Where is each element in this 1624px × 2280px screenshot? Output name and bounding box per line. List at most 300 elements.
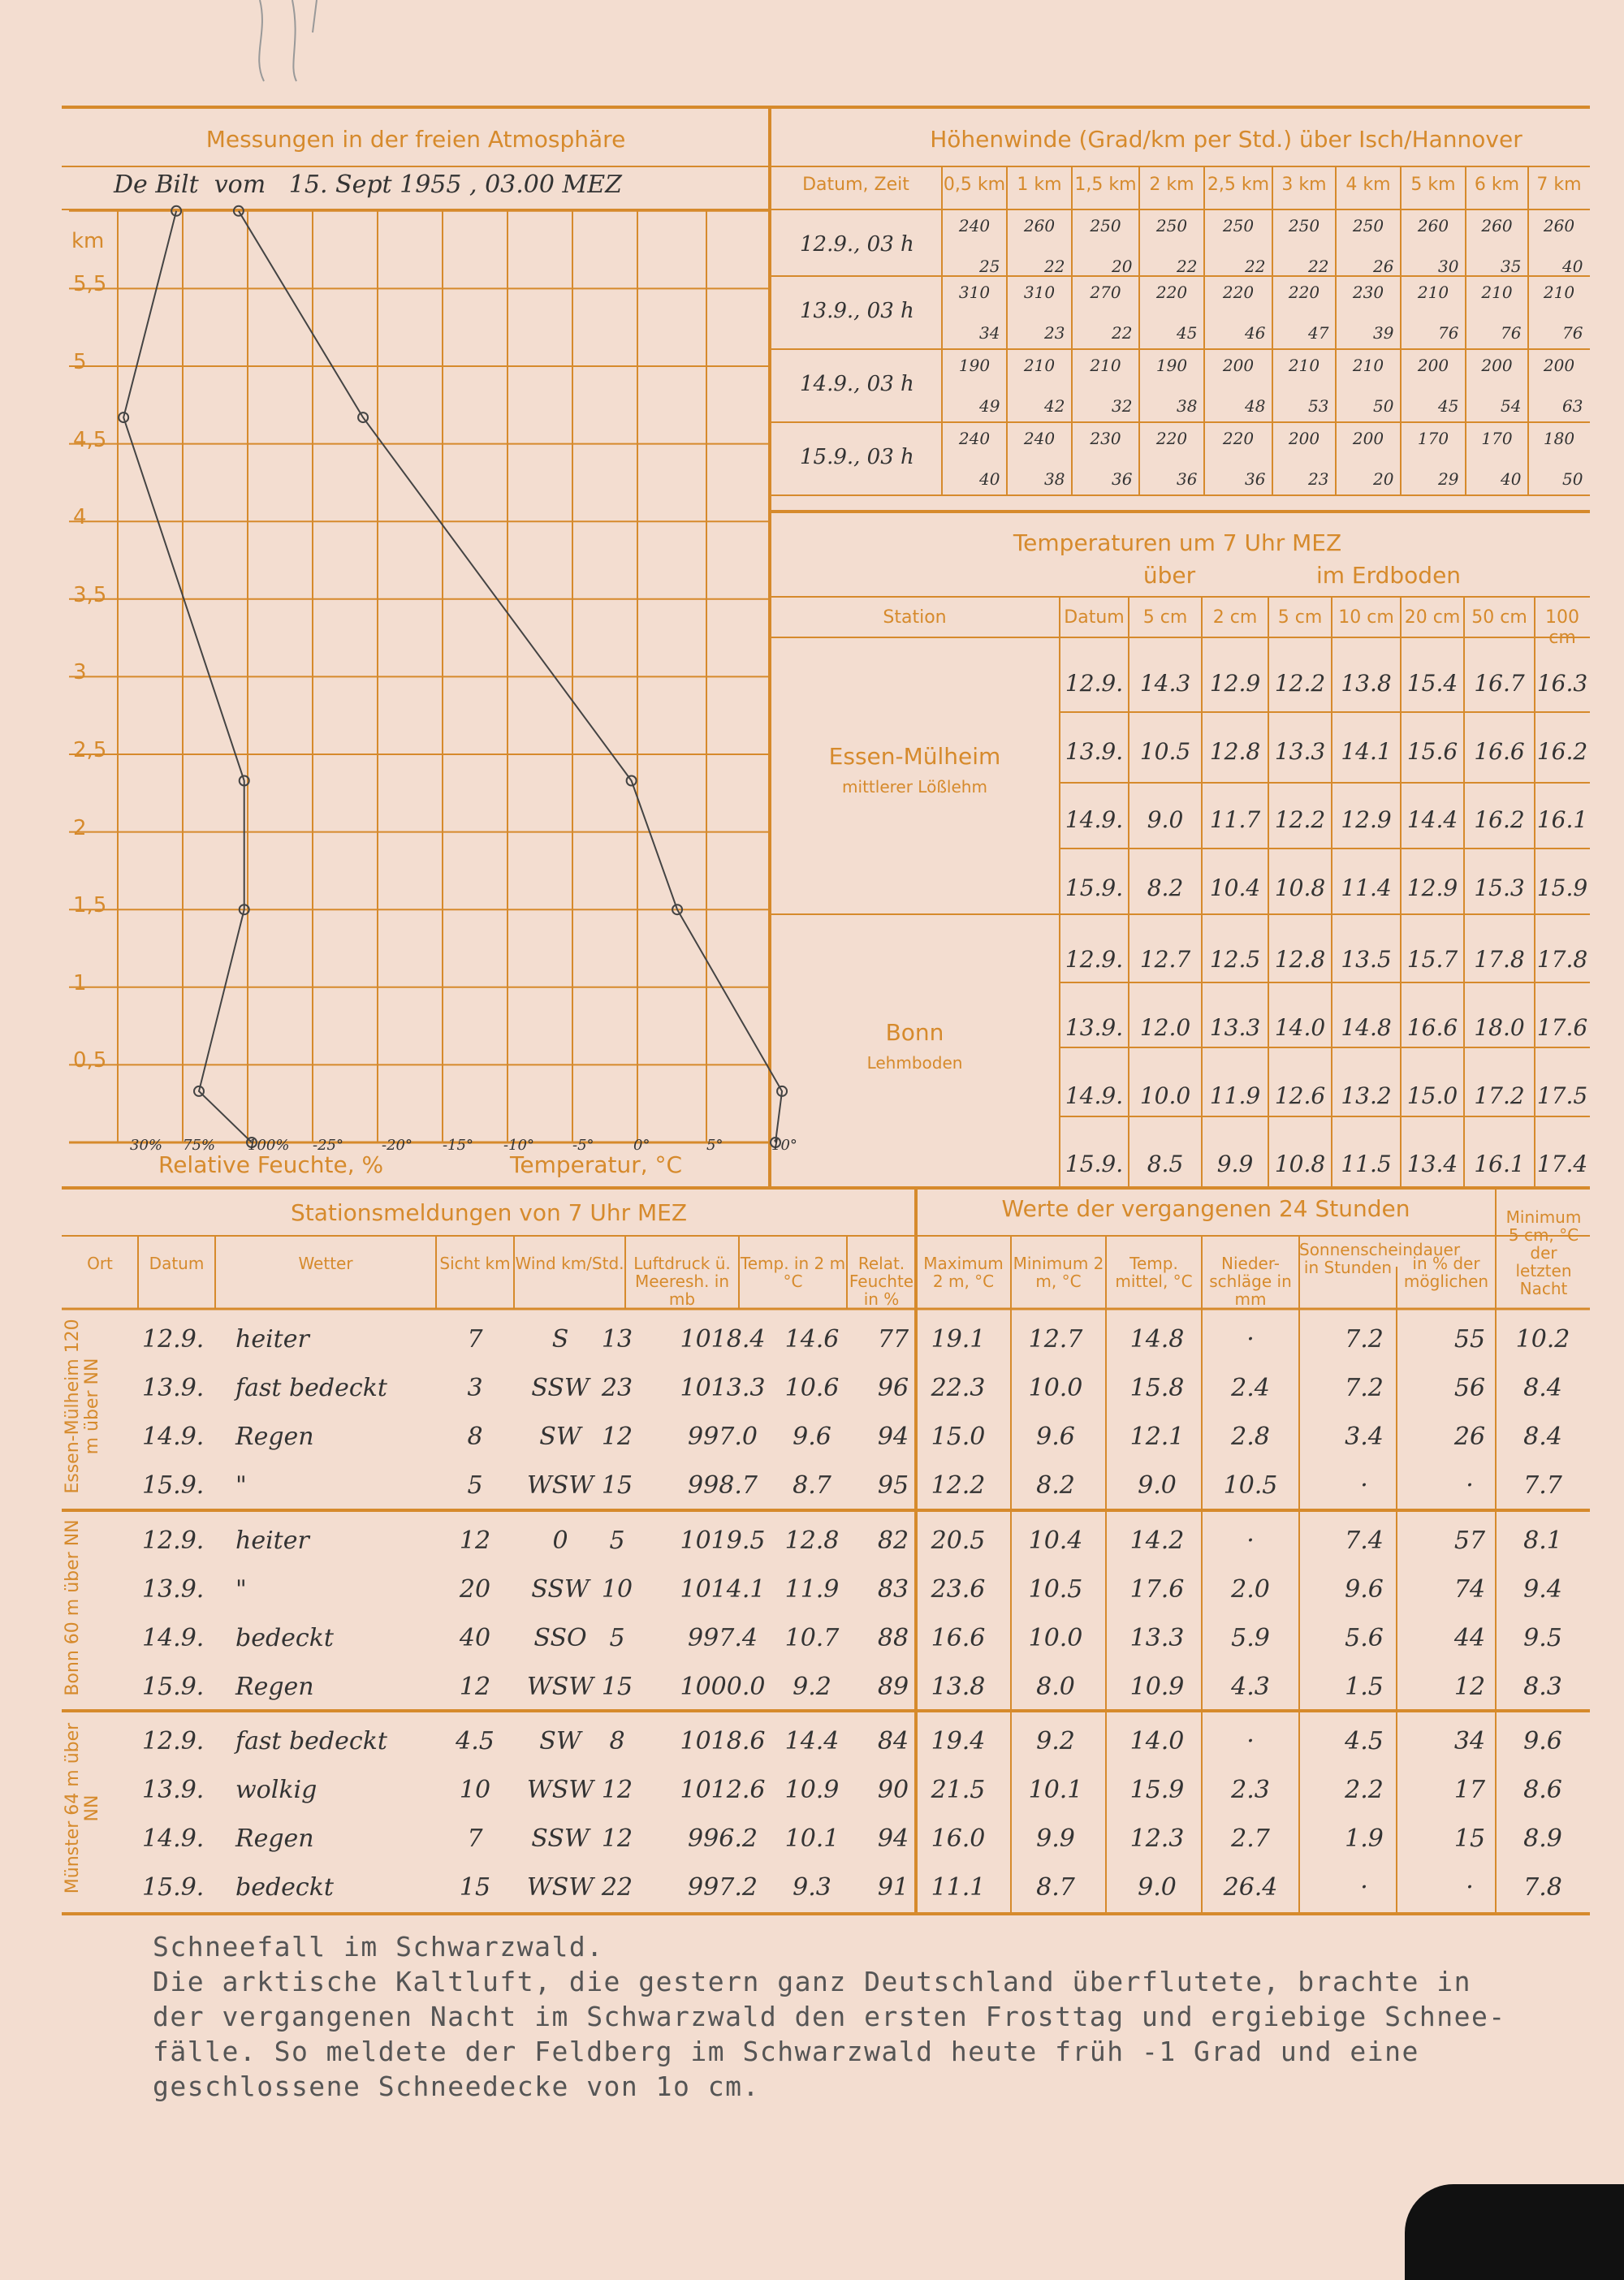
station-data-cell: 12.2 <box>931 1471 986 1500</box>
soil-temp-cell: 16.3 <box>1536 670 1588 697</box>
y-tick-label: 3 <box>73 660 87 685</box>
station-data-cell: 10.6 <box>784 1374 840 1402</box>
station-data-cell: 15.9. <box>142 1673 205 1701</box>
station-data-cell: 95 <box>877 1471 909 1500</box>
station-data-cell: SW <box>539 1423 581 1451</box>
station-data-cell: 12.3 <box>1129 1824 1185 1853</box>
temp-tick-label: -5° <box>572 1137 594 1154</box>
station-data-cell: 10.4 <box>1028 1526 1083 1555</box>
note-line: geschlossene Schneedecke von 1o cm. <box>153 2071 760 2102</box>
wind-speed-cell: 76 <box>1501 323 1522 343</box>
wind-speed-cell: 36 <box>1177 469 1198 489</box>
station-data-cell: 997.0 <box>688 1423 758 1451</box>
station-data-cell: 12 <box>601 1824 633 1853</box>
wind-speed-cell: 38 <box>1177 396 1198 416</box>
station-data-cell: 22 <box>601 1873 633 1902</box>
wind-speed-cell: 22 <box>1245 257 1266 276</box>
wind-direction-cell: 180 <box>1543 429 1575 448</box>
station-data-cell: 11.1 <box>931 1873 986 1902</box>
wind-speed-cell: 50 <box>1373 396 1394 416</box>
station-data-cell: 10.9 <box>784 1776 840 1804</box>
wind-direction-cell: 200 <box>1352 429 1384 448</box>
station-data-cell: SSW <box>531 1374 590 1402</box>
soil-temp-cell: 11.4 <box>1341 874 1392 901</box>
wind-row-date: 14.9., 03 h <box>800 372 914 396</box>
rh-tick-label: 30% <box>130 1137 163 1154</box>
wind-speed-cell: 38 <box>1044 469 1065 489</box>
wind-direction-cell: 260 <box>1417 216 1449 235</box>
wind-direction-cell: 240 <box>958 429 991 448</box>
station-data-cell: 9.6 <box>1523 1727 1562 1755</box>
soil-temp-cell: 8.2 <box>1147 874 1184 901</box>
station-data-cell: · <box>1246 1526 1255 1555</box>
soil-temp-cell: 15.9 <box>1536 874 1588 901</box>
wind-direction-cell: 190 <box>1155 356 1188 375</box>
station-data-cell: SSO <box>533 1624 587 1652</box>
wind-direction-cell: 250 <box>1352 216 1384 235</box>
soil-temp-cell: 16.7 <box>1474 670 1525 697</box>
wind-speed-cell: 76 <box>1562 323 1583 343</box>
station-data-cell: 998.7 <box>688 1471 758 1500</box>
station-data-cell: 12.1 <box>1129 1423 1185 1451</box>
station-data-cell: 23 <box>601 1374 633 1402</box>
y-tick-label: 1,5 <box>73 893 107 918</box>
note-line: Schneefall im Schwarzwald. <box>153 1931 604 1963</box>
station-data-cell: 7.8 <box>1523 1873 1562 1902</box>
soil-temp-cell: 10.5 <box>1139 738 1191 765</box>
station-data-cell: 997.4 <box>688 1624 758 1652</box>
y-tick-label: 1 <box>73 970 87 995</box>
station-data-cell: S <box>551 1325 569 1354</box>
station-data-cell: 8.4 <box>1523 1423 1562 1451</box>
station-data-cell: 996.2 <box>688 1824 758 1853</box>
station-data-cell: 10.9 <box>1129 1673 1185 1701</box>
wind-direction-cell: 210 <box>1090 356 1121 375</box>
soil-temp-cell: 15.3 <box>1474 874 1525 901</box>
station-data-cell: 26.4 <box>1223 1873 1278 1902</box>
station-data-cell: WSW <box>526 1673 594 1701</box>
temp-tick-label: 10° <box>771 1137 797 1154</box>
temp-axis-label: Temperatur, °C <box>510 1151 683 1178</box>
station-data-cell: 14.0 <box>1129 1727 1185 1755</box>
soil-temp-cell: 17.8 <box>1536 946 1588 973</box>
soil-temp-cell: 10.0 <box>1139 1082 1191 1109</box>
wind-speed-cell: 26 <box>1373 257 1394 276</box>
wind-speed-cell: 50 <box>1562 469 1583 489</box>
wind-speed-cell: 42 <box>1044 396 1065 416</box>
station-data-cell: 3.4 <box>1345 1423 1384 1451</box>
y-tick-label: 5 <box>73 350 87 374</box>
wind-speed-cell: 76 <box>1438 323 1459 343</box>
y-tick-label: 5,5 <box>73 272 107 297</box>
wind-header-cell: 4 km <box>1345 175 1391 195</box>
soil-temp-cell: 13.5 <box>1341 946 1392 973</box>
station-data-cell: 77 <box>877 1325 909 1354</box>
station-data-cell: 23.6 <box>931 1575 986 1604</box>
station-data-cell: · <box>1360 1471 1368 1500</box>
station-data-cell: 2.2 <box>1345 1776 1384 1804</box>
station-data-cell: 5.9 <box>1231 1624 1270 1652</box>
soil-temp-cell: 12.2 <box>1274 806 1326 833</box>
soil-temp-cell: 12.7 <box>1139 946 1191 973</box>
station-header-cell: Relat. Feuchte in % <box>849 1254 914 1309</box>
station-data-cell: 10 <box>601 1575 633 1604</box>
soil-temp-cell: 11.7 <box>1209 806 1261 833</box>
soil-header-cell: Datum <box>1064 607 1125 628</box>
wind-speed-cell: 40 <box>979 469 1000 489</box>
soil-temp-cell: 15.6 <box>1406 738 1458 765</box>
station-header-cell: in % der möglichen <box>1403 1254 1489 1291</box>
wind-direction-cell: 230 <box>1352 283 1384 302</box>
station-data-cell: 10.1 <box>1028 1776 1083 1804</box>
soil-temp-cell: 10.8 <box>1274 1151 1326 1177</box>
soil-header-cell: 100 cm <box>1545 607 1579 648</box>
wind-speed-cell: 29 <box>1438 469 1459 489</box>
station-data-cell: SW <box>539 1727 581 1755</box>
soil-temp-cell: 12.8 <box>1209 738 1261 765</box>
wind-direction-cell: 310 <box>1023 283 1056 302</box>
soil-temp-cell: 14.8 <box>1341 1014 1392 1041</box>
soil-temp-cell: 8.5 <box>1147 1151 1184 1177</box>
station-data-cell: 15 <box>459 1873 491 1902</box>
station-data-cell: 8.7 <box>1036 1873 1075 1902</box>
soil-temp-cell: 16.1 <box>1474 1151 1525 1177</box>
y-tick-label: 0,5 <box>73 1048 107 1073</box>
y-tick-label: 2 <box>73 815 87 840</box>
station-data-cell: 1.5 <box>1345 1673 1384 1701</box>
wind-speed-cell: 53 <box>1308 396 1329 416</box>
soil-temp-cell: 13.3 <box>1209 1014 1261 1041</box>
rh-tick-label: 100% <box>248 1137 290 1154</box>
soil-temp-cell: 12.9 <box>1341 806 1392 833</box>
station-data-cell: 12 <box>601 1776 633 1804</box>
station-data-cell: 1014.1 <box>680 1575 766 1604</box>
wind-direction-cell: 200 <box>1543 356 1575 375</box>
wind-row-date: 12.9., 03 h <box>800 232 914 257</box>
station-data-cell: 26 <box>1453 1423 1486 1451</box>
soil-temp-cell: 14.3 <box>1139 670 1191 697</box>
station-data-cell: · <box>1246 1325 1255 1354</box>
station-data-cell: fast bedeckt <box>235 1727 387 1755</box>
rh-tick-label: 75% <box>183 1137 216 1154</box>
atmo-subtitle: De Bilt vom 15. Sept 1955 , 03.00 MEZ <box>114 171 622 199</box>
station-data-cell: 96 <box>877 1374 909 1402</box>
soil-temp-cell: 16.2 <box>1474 806 1525 833</box>
wind-direction-cell: 250 <box>1222 216 1255 235</box>
wind-speed-cell: 36 <box>1245 469 1266 489</box>
wind-speed-cell: 45 <box>1438 396 1459 416</box>
station-data-cell: 12.9. <box>142 1727 205 1755</box>
temp-tick-label: -15° <box>443 1137 473 1154</box>
soil-temp-cell: 12.6 <box>1274 1082 1326 1109</box>
soil-temp-cell: 12.5 <box>1209 946 1261 973</box>
wind-direction-cell: 260 <box>1481 216 1513 235</box>
station-data-cell: 15 <box>601 1673 633 1701</box>
y-tick-label: 3,5 <box>73 582 107 607</box>
soil-temp-cell: 17.6 <box>1536 1014 1588 1041</box>
temp-tick-label: 0° <box>633 1137 650 1154</box>
station-data-cell: 12.7 <box>1028 1325 1083 1354</box>
station-data-cell: 19.4 <box>931 1727 986 1755</box>
station-data-cell: 13 <box>601 1325 633 1354</box>
station-data-cell: 13.8 <box>931 1673 986 1701</box>
station-data-cell: heiter <box>235 1325 309 1354</box>
station-data-cell: 16.0 <box>931 1824 986 1853</box>
min-header: Minimum 5 cm, °C der letzten Nacht <box>1505 1207 1582 1298</box>
soil-header-cell: 10 cm <box>1338 607 1394 628</box>
stations-title: Stationsmeldungen von 7 Uhr MEZ <box>290 1199 688 1226</box>
station-data-cell: 7.4 <box>1345 1526 1384 1555</box>
soil-temp-cell: 13.4 <box>1406 1151 1458 1177</box>
temp-tick-label: -10° <box>503 1137 534 1154</box>
station-data-cell: 1018.6 <box>680 1727 766 1755</box>
wind-speed-cell: 40 <box>1501 469 1522 489</box>
soil-temp-cell: 15.7 <box>1406 946 1458 973</box>
soil-temp-cell: 13.9. <box>1065 738 1124 765</box>
wind-direction-cell: 250 <box>1155 216 1188 235</box>
station-header-cell: Wind km/Std. <box>515 1254 624 1273</box>
station-data-cell: 10.2 <box>1515 1325 1570 1354</box>
station-name-vertical: Bonn 60 m über NN <box>63 1519 83 1696</box>
wind-speed-cell: 22 <box>1177 257 1198 276</box>
station-data-cell: SSW <box>531 1575 590 1604</box>
station-data-cell: WSW <box>526 1776 594 1804</box>
wind-speed-cell: 54 <box>1501 396 1522 416</box>
station-data-cell: 10.1 <box>784 1824 840 1853</box>
station-data-cell: 13.3 <box>1129 1624 1185 1652</box>
station-data-cell: 10.0 <box>1028 1374 1083 1402</box>
soil-temp-cell: 16.2 <box>1536 738 1588 765</box>
station-data-cell: 12.9. <box>142 1526 205 1555</box>
station-data-cell: WSW <box>526 1471 594 1500</box>
note-line: der vergangenen Nacht im Schwarzwald den ersten Frosttag und ergiebige Schnee- <box>153 2001 1506 2032</box>
wind-direction-cell: 210 <box>1352 356 1384 375</box>
station-data-cell: 19.1 <box>931 1325 986 1354</box>
wind-direction-cell: 310 <box>958 283 991 302</box>
station-data-cell: 22.3 <box>931 1374 986 1402</box>
wind-speed-cell: 46 <box>1245 323 1266 343</box>
station-data-cell: wolkig <box>235 1776 317 1804</box>
soil-temp-cell: 13.3 <box>1274 738 1326 765</box>
station-data-cell: 15.0 <box>931 1423 986 1451</box>
wind-speed-cell: 22 <box>1308 257 1329 276</box>
station-data-cell: 997.2 <box>688 1873 758 1902</box>
wind-speed-cell: 30 <box>1438 257 1459 276</box>
wind-row-date: 15.9., 03 h <box>800 445 914 469</box>
station-data-cell: 9.6 <box>1345 1575 1384 1604</box>
soil-temp-cell: 12.0 <box>1139 1014 1191 1041</box>
station-data-cell: 55 <box>1453 1325 1486 1354</box>
station-data-cell: 74 <box>1453 1575 1486 1604</box>
station-data-cell: 9.5 <box>1523 1624 1562 1652</box>
station-data-cell: 4.5 <box>1345 1727 1384 1755</box>
y-tick-label: 4,5 <box>73 427 107 452</box>
soil-temp-cell: 14.1 <box>1341 738 1392 765</box>
station-data-cell: SSW <box>531 1824 590 1853</box>
station-data-cell: 2.0 <box>1231 1575 1270 1604</box>
wind-direction-cell: 240 <box>958 216 991 235</box>
soil-temp-cell: 16.6 <box>1474 738 1525 765</box>
soil-temp-cell: 15.4 <box>1406 670 1458 697</box>
wind-header-cell: 2,5 km <box>1207 175 1270 195</box>
station-data-cell: 2.8 <box>1231 1423 1270 1451</box>
wind-direction-cell: 170 <box>1417 429 1449 448</box>
soil-header-cell: 2 cm <box>1212 607 1258 628</box>
station-data-cell: 12.9. <box>142 1325 205 1354</box>
wind-direction-cell: 270 <box>1090 283 1121 302</box>
station-data-cell: " <box>235 1575 247 1604</box>
station-data-cell: 12.8 <box>784 1526 840 1555</box>
wind-direction-cell: 210 <box>1417 283 1449 302</box>
wind-speed-cell: 39 <box>1373 323 1394 343</box>
station-data-cell: 14.9. <box>142 1624 205 1652</box>
soil-temp-cell: 12.2 <box>1274 670 1326 697</box>
station-data-cell: Regen <box>235 1423 314 1451</box>
station-data-cell: 10.5 <box>1223 1471 1278 1500</box>
station-data-cell: 4.3 <box>1231 1673 1270 1701</box>
station-data-cell: 15.8 <box>1129 1374 1185 1402</box>
station-data-cell: 91 <box>877 1873 909 1902</box>
station-data-cell: 84 <box>877 1727 909 1755</box>
station-data-cell: 2.7 <box>1231 1824 1270 1853</box>
temp-tick-label: -25° <box>313 1137 343 1154</box>
station-data-cell: 40 <box>459 1624 491 1652</box>
soil-station-sub: mittlerer Lößlehm <box>842 777 987 797</box>
winds-title: Höhenwinde (Grad/km per Std.) über Isch/Hannover <box>930 126 1522 153</box>
station-data-cell: · <box>1360 1873 1368 1902</box>
station-header-cell: Ort <box>87 1254 113 1273</box>
station-data-cell: 1018.4 <box>680 1325 766 1354</box>
station-header-cell: Sonnenscheindauer in Stunden <box>1299 1240 1461 1277</box>
station-data-cell: 12 <box>601 1423 633 1451</box>
wind-direction-cell: 240 <box>1023 429 1056 448</box>
soil-station-name: Essen-Mülheim <box>828 743 1001 770</box>
station-data-cell: 12 <box>459 1526 491 1555</box>
wind-header-cell: 3 km <box>1281 175 1327 195</box>
wind-speed-cell: 20 <box>1373 469 1394 489</box>
wind-header-cell: 1 km <box>1017 175 1062 195</box>
station-data-cell: 10.7 <box>784 1624 840 1652</box>
soil-temp-cell: 15.9. <box>1065 1151 1124 1177</box>
station-data-cell: 7.7 <box>1523 1471 1562 1500</box>
soil-temp-cell: 10.4 <box>1209 874 1261 901</box>
station-data-cell: 11.9 <box>784 1575 840 1604</box>
station-data-cell: 9.4 <box>1523 1575 1562 1604</box>
soil-temp-cell: 12.8 <box>1274 946 1326 973</box>
station-data-cell: 8.2 <box>1036 1471 1075 1500</box>
note-line: Die arktische Kaltluft, die gestern ganz Deutschland überflutete, brachte in <box>153 1966 1471 1997</box>
station-data-cell: 14.8 <box>1129 1325 1185 1354</box>
station-data-cell: 5 <box>467 1471 483 1500</box>
wind-speed-cell: 20 <box>1112 257 1133 276</box>
station-data-cell: 1013.3 <box>680 1374 766 1402</box>
station-data-cell: 20.5 <box>931 1526 986 1555</box>
wind-direction-cell: 210 <box>1023 356 1056 375</box>
station-data-cell: 10.0 <box>1028 1624 1083 1652</box>
soil-temp-cell: 14.9. <box>1065 806 1124 833</box>
rh-axis-label: Relative Feuchte, % <box>158 1151 384 1178</box>
temp-tick-label: 5° <box>706 1137 723 1154</box>
station-data-cell: 15.9 <box>1129 1776 1185 1804</box>
station-data-cell: Regen <box>235 1824 314 1853</box>
station-data-cell: 88 <box>877 1624 909 1652</box>
soil-temp-cell: 14.0 <box>1274 1014 1326 1041</box>
wind-direction-cell: 220 <box>1288 283 1320 302</box>
station-header-cell: Datum <box>149 1254 205 1273</box>
station-data-cell: 1.9 <box>1345 1824 1384 1853</box>
station-data-cell: 8.9 <box>1523 1824 1562 1853</box>
station-data-cell: 89 <box>877 1673 909 1701</box>
station-data-cell: 2.4 <box>1231 1374 1270 1402</box>
wind-direction-cell: 210 <box>1543 283 1575 302</box>
station-data-cell: 10.5 <box>1028 1575 1083 1604</box>
soil-temp-cell: 10.8 <box>1274 874 1326 901</box>
y-tick-label: 2,5 <box>73 738 107 762</box>
station-header-cell: Nieder-schläge in mm <box>1209 1254 1292 1309</box>
dark-corner-shadow <box>1405 2184 1624 2280</box>
station-data-cell: " <box>235 1471 247 1500</box>
station-data-cell: 14.4 <box>784 1727 840 1755</box>
soil-temp-cell: 9.0 <box>1147 806 1184 833</box>
wind-direction-cell: 220 <box>1222 429 1255 448</box>
soil-temp-cell: 18.0 <box>1474 1014 1525 1041</box>
station-data-cell: 9.3 <box>793 1873 831 1902</box>
station-data-cell: 8.6 <box>1523 1776 1562 1804</box>
wind-direction-cell: 200 <box>1288 429 1320 448</box>
soil-header-cell: 5 cm <box>1277 607 1323 628</box>
station-data-cell: · <box>1466 1471 1474 1500</box>
station-header-cell: Temp. in 2 m °C <box>740 1254 846 1291</box>
station-data-cell: heiter <box>235 1526 309 1555</box>
station-data-cell: 8.4 <box>1523 1374 1562 1402</box>
station-header-cell: Luftdruck ü. Meeresh. in mb <box>633 1254 731 1309</box>
station-data-cell: 90 <box>877 1776 909 1804</box>
soil-header-cell: 5 cm <box>1142 607 1188 628</box>
wind-direction-cell: 250 <box>1090 216 1121 235</box>
wind-header-cell: 2 km <box>1149 175 1194 195</box>
wind-speed-cell: 32 <box>1112 396 1133 416</box>
station-data-cell: 9.2 <box>1036 1727 1075 1755</box>
station-data-cell: 9.6 <box>793 1423 831 1451</box>
wind-direction-cell: 220 <box>1222 283 1255 302</box>
station-data-cell: 13.9. <box>142 1776 205 1804</box>
soil-temp-cell: 13.8 <box>1341 670 1392 697</box>
soil-temp-cell: 11.9 <box>1209 1082 1261 1109</box>
stations-title-24h: Werte der vergangenen 24 Stunden <box>1001 1195 1410 1222</box>
station-data-cell: 13.9. <box>142 1575 205 1604</box>
station-data-cell: 17 <box>1453 1776 1486 1804</box>
station-data-cell: 21.5 <box>931 1776 986 1804</box>
wind-speed-cell: 45 <box>1177 323 1198 343</box>
soil-temp-cell: 17.2 <box>1474 1082 1525 1109</box>
station-name-vertical: Münster 64 m über NN <box>63 1722 102 1894</box>
station-data-cell: 17.6 <box>1129 1575 1185 1604</box>
station-data-cell: 15.9. <box>142 1471 205 1500</box>
station-data-cell: 20 <box>459 1575 491 1604</box>
wind-speed-cell: 23 <box>1044 323 1065 343</box>
wind-row-date: 13.9., 03 h <box>800 299 914 323</box>
soil-temp-cell: 17.5 <box>1536 1082 1588 1109</box>
pencil-scribble <box>244 0 341 89</box>
soil-temp-cell: 9.9 <box>1216 1151 1254 1177</box>
wind-speed-cell: 25 <box>979 257 1000 276</box>
wind-direction-cell: 170 <box>1481 429 1513 448</box>
soil-header-cell: Station <box>883 607 947 628</box>
soil-erdboden: im Erdboden <box>1315 562 1462 589</box>
station-data-cell: bedeckt <box>235 1624 334 1652</box>
station-data-cell: 7.2 <box>1345 1325 1384 1354</box>
soil-temp-cell: 12.9. <box>1065 670 1124 697</box>
